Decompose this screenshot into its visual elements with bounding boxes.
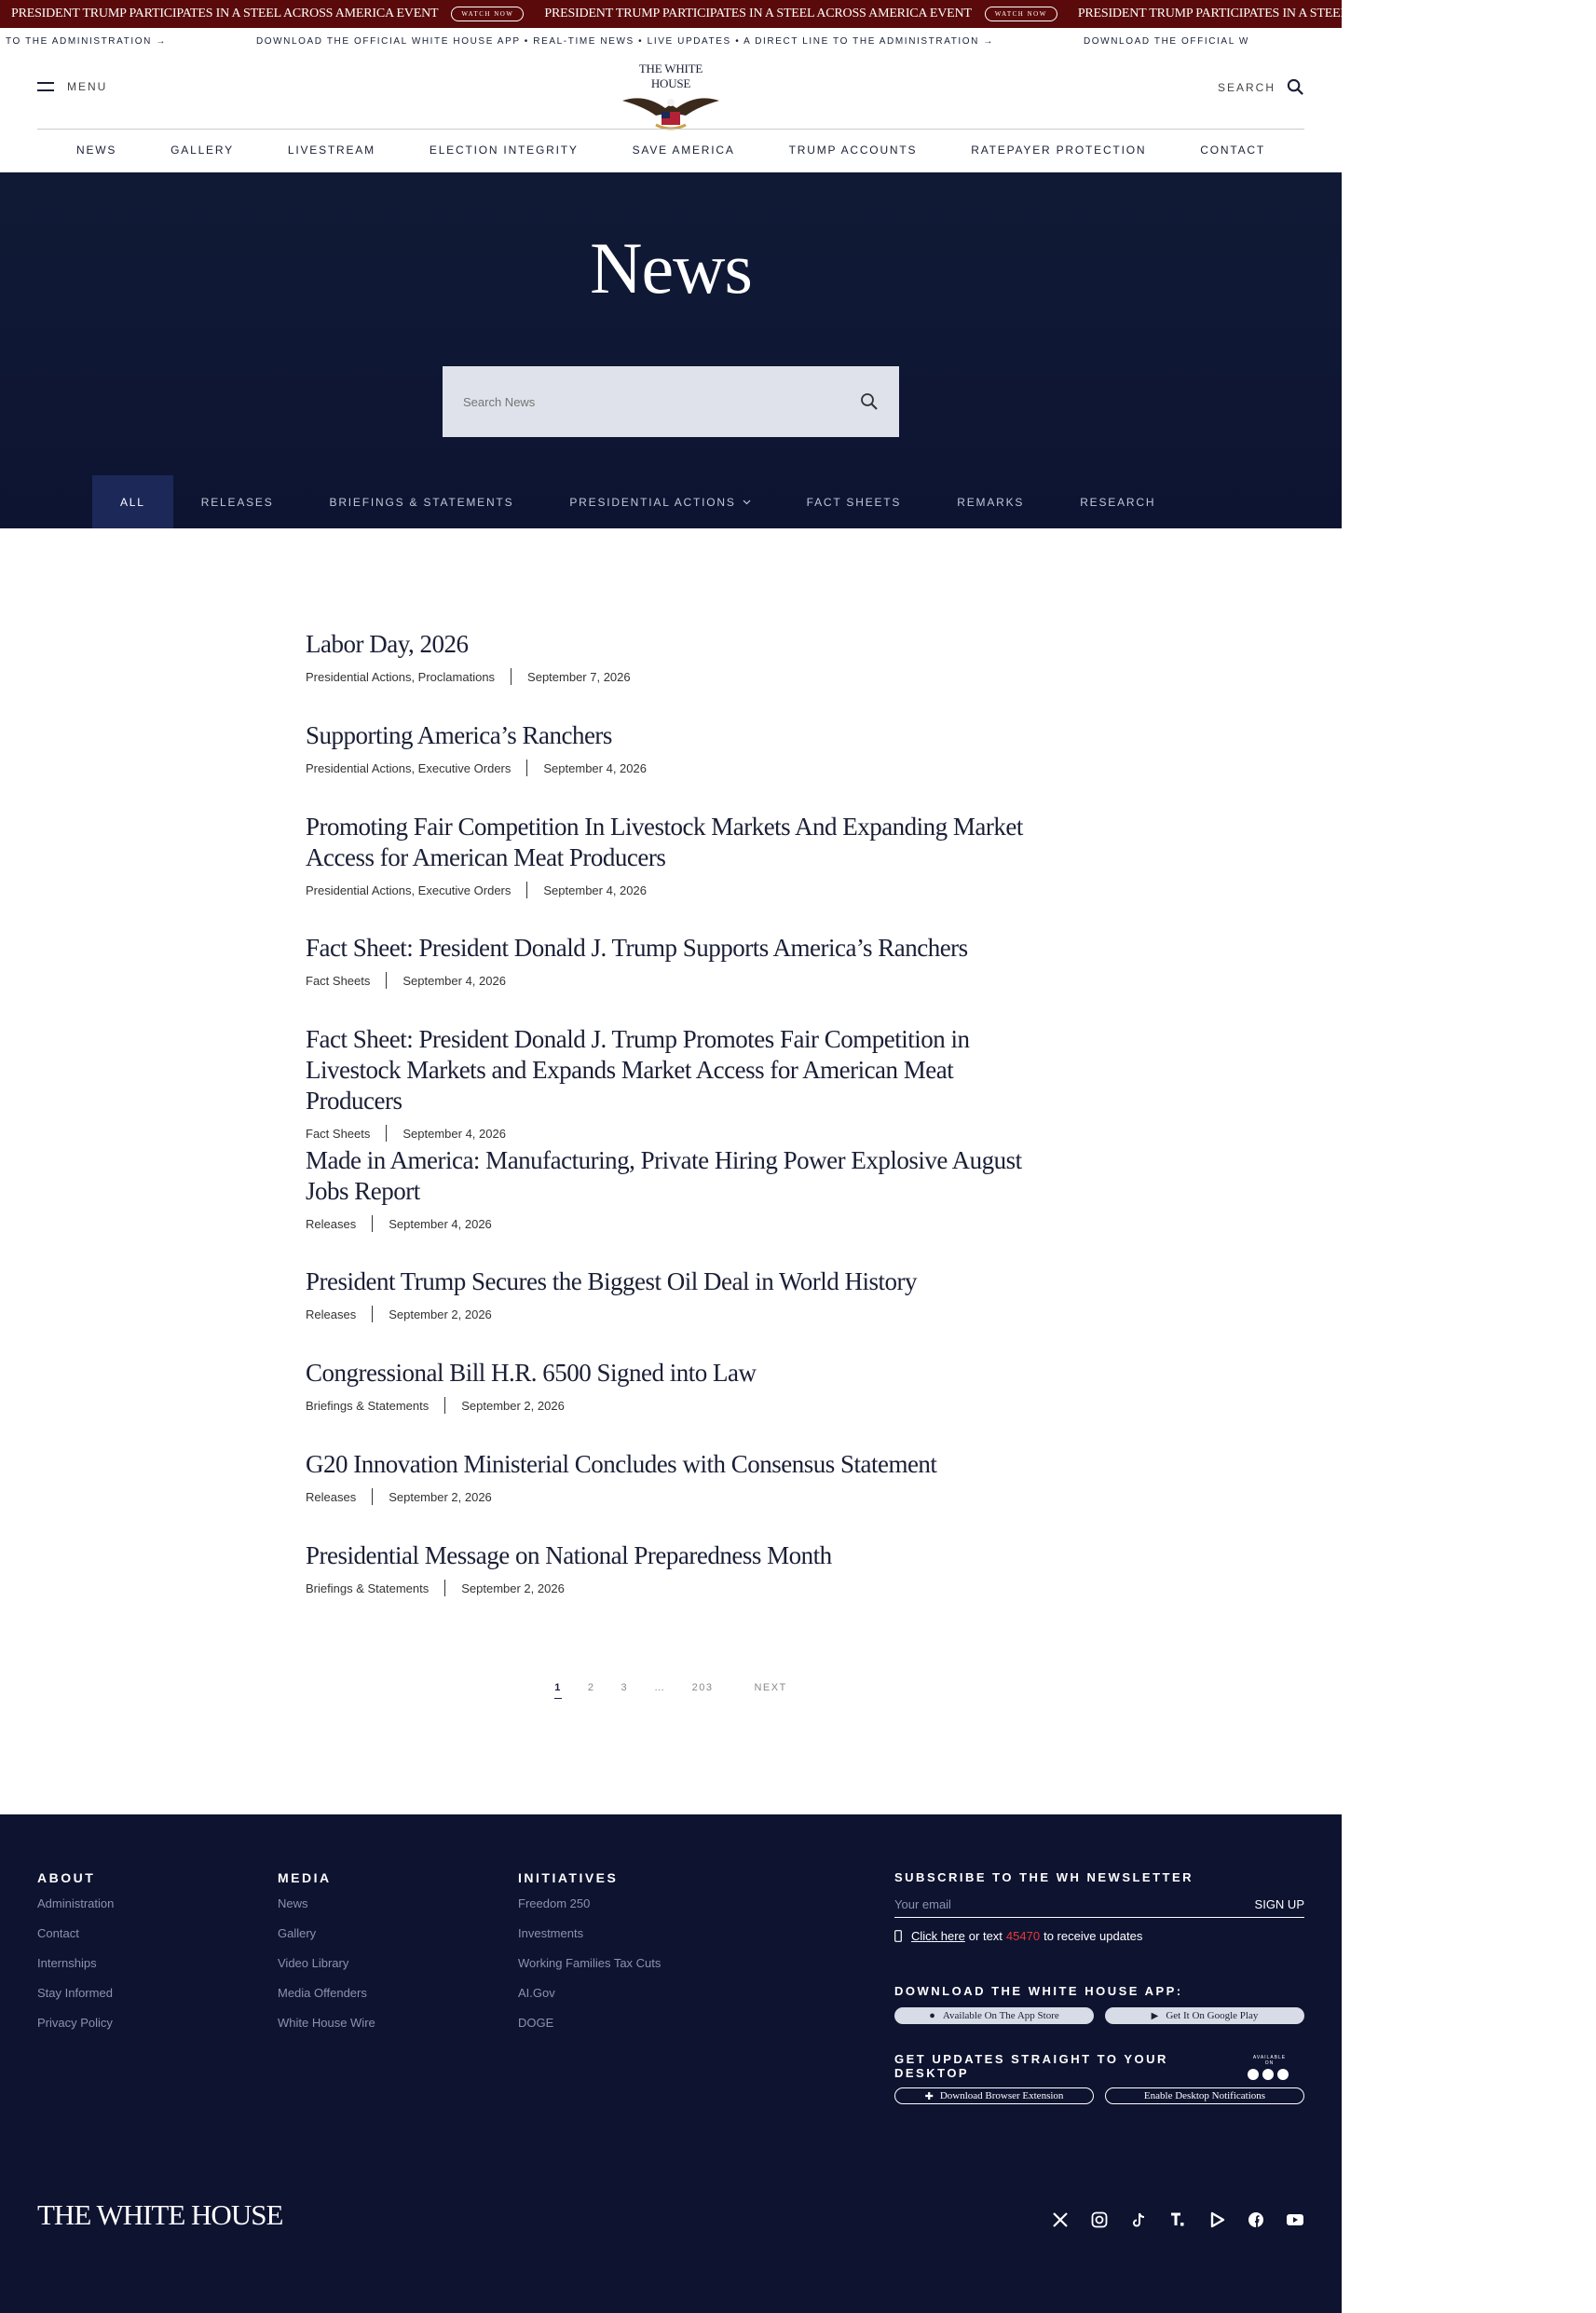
tab-all[interactable]: ALL bbox=[92, 475, 173, 528]
article-category[interactable]: Presidential Actions, Executive Orders bbox=[306, 883, 512, 897]
footer-media bbox=[278, 1870, 375, 2046]
footer-link[interactable]: Administration bbox=[37, 1896, 115, 1910]
article-date: September 2, 2026 bbox=[461, 1581, 565, 1595]
ticker-text[interactable]: DOWNLOAD THE OFFICIAL W bbox=[1083, 35, 1249, 47]
footer-heading: INITIATIVES bbox=[518, 1870, 619, 1885]
article-category[interactable]: Briefings & Statements bbox=[306, 1581, 430, 1595]
instagram-icon[interactable] bbox=[1090, 2210, 1109, 2229]
app-heading: DOWNLOAD THE WHITE HOUSE APP: bbox=[894, 1984, 1183, 1998]
watch-now-button[interactable]: WATCH NOW bbox=[451, 7, 524, 21]
list-item bbox=[306, 812, 1051, 933]
tab-releases[interactable]: RELEASES bbox=[200, 495, 274, 509]
page-2-link[interactable]: 2 bbox=[587, 1682, 595, 1693]
pagination bbox=[0, 1682, 1342, 1699]
page-3-link[interactable]: 3 bbox=[621, 1682, 629, 1693]
announcement-bar bbox=[0, 0, 1581, 28]
divider bbox=[372, 1306, 373, 1322]
click-here-link[interactable]: Click here bbox=[911, 1929, 965, 1943]
divider bbox=[372, 1488, 373, 1505]
article-date: September 4, 2026 bbox=[543, 760, 647, 775]
footer-logo[interactable]: THE WHITE HOUSE bbox=[37, 2198, 283, 2231]
play-icon: ▶ bbox=[1151, 2010, 1159, 2021]
ticker-text[interactable]: TO THE ADMINISTRATION → bbox=[6, 35, 167, 47]
tab-label: PRESIDENTIAL ACTIONS bbox=[569, 495, 736, 509]
extension-label: Download Browser Extension bbox=[939, 2090, 1064, 2101]
divider bbox=[386, 1125, 387, 1142]
footer-link[interactable]: Freedom 250 bbox=[518, 1896, 591, 1910]
footer-link[interactable]: AI.Gov bbox=[518, 1986, 555, 2000]
article-category[interactable]: Briefings & Statements bbox=[306, 1398, 430, 1413]
search-icon bbox=[1287, 78, 1304, 96]
footer-link[interactable]: Investments bbox=[518, 1926, 584, 1940]
pagination-ellipsis: … bbox=[654, 1682, 666, 1693]
article-date: September 4, 2026 bbox=[402, 973, 506, 988]
facebook-icon[interactable] bbox=[1247, 2210, 1265, 2229]
footer-about bbox=[37, 1870, 114, 2046]
list-item bbox=[306, 1145, 1051, 1266]
list-item bbox=[306, 1266, 1051, 1358]
app-store-label: Available On The App Store bbox=[942, 2010, 1059, 2021]
list-item bbox=[306, 1024, 1051, 1145]
puzzle-icon: ✚ bbox=[924, 2090, 934, 2102]
nav-election-integrity[interactable]: ELECTION INTEGRITY bbox=[429, 143, 579, 157]
sms-text: to receive updates bbox=[1044, 1929, 1143, 1943]
list-item bbox=[306, 720, 1051, 812]
next-page-link[interactable]: NEXT bbox=[754, 1682, 787, 1693]
article-title[interactable]: Labor Day, 2026 bbox=[306, 630, 469, 658]
footer-link[interactable]: Video Library bbox=[278, 1956, 349, 1970]
footer-link[interactable]: Gallery bbox=[278, 1926, 317, 1940]
nav-save-america[interactable]: SAVE AMERICA bbox=[632, 143, 735, 157]
nav-news[interactable]: NEWS bbox=[76, 143, 117, 157]
announcement-headline: PRESIDENT TRUMP PARTICIPATES IN A STEEL ACROSS AMERICA EVENT bbox=[11, 7, 439, 21]
email-field[interactable]: Your email bbox=[894, 1897, 951, 1911]
divider bbox=[372, 1215, 373, 1232]
article-title[interactable]: Fact Sheet: President Donald J. Trump Promotes Fair Competition in Livestock Markets and Expands Market Access for American Meat Producers bbox=[306, 1025, 970, 1115]
search-icon[interactable] bbox=[860, 392, 879, 411]
footer-link[interactable]: Working Families Tax Cuts bbox=[518, 1956, 662, 1970]
article-category[interactable]: Releases bbox=[306, 1307, 357, 1321]
article-category[interactable]: Presidential Actions, Executive Orders bbox=[306, 760, 512, 775]
article-date: September 4, 2026 bbox=[402, 1126, 506, 1141]
white-house-logo[interactable] bbox=[619, 62, 723, 121]
firefox-icon bbox=[1277, 2069, 1289, 2080]
article-title[interactable]: President Trump Secures the Biggest Oil Deal in World History bbox=[306, 1267, 918, 1295]
footer-link[interactable]: Privacy Policy bbox=[37, 2016, 113, 2030]
page-203-link[interactable]: 203 bbox=[691, 1682, 714, 1693]
footer-heading: MEDIA bbox=[278, 1870, 332, 1885]
browser-availability bbox=[1248, 2055, 1291, 2080]
search-label: SEARCH bbox=[1217, 80, 1275, 94]
article-title[interactable]: Made in America: Manufacturing, Private Hiring Power Explosive August Jobs Report bbox=[306, 1146, 1022, 1205]
article-title[interactable]: Supporting America’s Ranchers bbox=[306, 721, 612, 749]
main-nav bbox=[37, 129, 1304, 170]
footer-heading: ABOUT bbox=[37, 1870, 96, 1885]
article-category[interactable]: Releases bbox=[306, 1489, 357, 1504]
sms-text: or text bbox=[968, 1929, 1003, 1943]
youtube-icon[interactable] bbox=[1286, 2210, 1304, 2229]
chevron-down-icon bbox=[743, 500, 751, 505]
article-title[interactable]: G20 Innovation Ministerial Concludes with Consensus Statement bbox=[306, 1450, 937, 1478]
nav-trump-accounts[interactable]: TRUMP ACCOUNTS bbox=[788, 143, 918, 157]
tab-research[interactable]: RESEARCH bbox=[1080, 495, 1156, 509]
article-date: September 2, 2026 bbox=[389, 1489, 492, 1504]
desktop-heading: GET UPDATES STRAIGHT TO YOUR DESKTOP bbox=[894, 2052, 1168, 2080]
announcement-item bbox=[1078, 7, 1596, 21]
newsletter-form bbox=[894, 1897, 1304, 1918]
sign-up-button[interactable]: SIGN UP bbox=[1254, 1897, 1304, 1911]
tab-fact-sheets[interactable]: FACT SHEETS bbox=[806, 495, 902, 509]
list-item bbox=[306, 629, 1051, 720]
footer-link[interactable]: DOGE bbox=[518, 2016, 554, 2030]
truth-social-icon[interactable] bbox=[1168, 2210, 1187, 2229]
hamburger-icon bbox=[37, 82, 54, 91]
article-date: September 2, 2026 bbox=[461, 1398, 565, 1413]
list-item bbox=[306, 1358, 1051, 1449]
footer-link[interactable]: Contact bbox=[37, 1926, 79, 1940]
ticker-text[interactable]: DOWNLOAD THE OFFICIAL WHITE HOUSE APP • REAL-TIME NEWS • LIVE UPDATES • A DIRECT LINE TO THE ADMINISTRATION → bbox=[255, 35, 994, 47]
x-icon[interactable] bbox=[1051, 2210, 1070, 2229]
article-date: September 4, 2026 bbox=[543, 883, 647, 897]
divider bbox=[386, 972, 387, 989]
desktop-row bbox=[894, 2052, 1304, 2080]
announcement-headline: PRESIDENT TRUMP PARTICIPATES IN A STEEL ACROSS AMERICA EVENT bbox=[1077, 7, 1506, 21]
category-tabs bbox=[92, 475, 1183, 528]
google-play-button[interactable] bbox=[1105, 2007, 1304, 2024]
article-title[interactable]: Congressional Bill H.R. 6500 Signed into Law bbox=[306, 1359, 757, 1387]
page-title: News bbox=[590, 227, 752, 308]
phone-icon bbox=[894, 1930, 902, 1942]
site-footer bbox=[0, 1814, 1342, 2313]
news-search-box bbox=[443, 366, 899, 437]
divider bbox=[444, 1580, 445, 1596]
footer-link[interactable]: White House Wire bbox=[278, 2016, 375, 2030]
app-store-button[interactable] bbox=[894, 2007, 1094, 2024]
rumble-icon[interactable] bbox=[1207, 2210, 1226, 2229]
tab-remarks[interactable]: REMARKS bbox=[957, 495, 1025, 509]
notifications-label: Enable Desktop Notifications bbox=[1143, 2090, 1266, 2101]
browser-extension-button[interactable] bbox=[894, 2087, 1094, 2104]
tab-presidential-actions[interactable] bbox=[541, 475, 778, 528]
footer-link[interactable]: News bbox=[278, 1896, 308, 1910]
footer-link[interactable]: Media Offenders bbox=[278, 1986, 367, 2000]
list-item bbox=[306, 933, 1051, 1024]
list-item bbox=[306, 1449, 1051, 1540]
article-title[interactable]: Fact Sheet: President Donald J. Trump Supports America’s Ranchers bbox=[306, 934, 968, 962]
news-list bbox=[306, 629, 1051, 1632]
news-hero bbox=[0, 172, 1342, 528]
site-header bbox=[0, 54, 1342, 129]
newsletter-section bbox=[894, 1870, 1304, 2104]
divider bbox=[526, 760, 527, 776]
watch-now-button[interactable]: WATCH NOW bbox=[1518, 7, 1590, 21]
safari-icon bbox=[1262, 2069, 1274, 2080]
tiktok-icon[interactable] bbox=[1129, 2210, 1148, 2229]
article-date: September 2, 2026 bbox=[389, 1307, 492, 1321]
article-category[interactable]: Fact Sheets bbox=[306, 1126, 371, 1141]
nav-livestream[interactable]: LIVESTREAM bbox=[287, 143, 375, 157]
list-item bbox=[306, 1540, 1051, 1632]
page-1-link[interactable]: 1 bbox=[554, 1682, 562, 1699]
divider bbox=[526, 882, 527, 898]
article-category[interactable]: Releases bbox=[306, 1216, 357, 1231]
announcement-item bbox=[544, 7, 1062, 21]
announcement-headline: PRESIDENT TRUMP PARTICIPATES IN A STEEL ACROSS AMERICA EVENT bbox=[544, 7, 972, 21]
sms-signup bbox=[894, 1929, 1304, 1943]
nav-contact[interactable]: CONTACT bbox=[1200, 143, 1265, 157]
tab-briefings-statements[interactable]: BRIEFINGS & STATEMENTS bbox=[329, 495, 514, 509]
article-date: September 7, 2026 bbox=[527, 669, 631, 684]
footer-initiatives bbox=[518, 1870, 661, 2046]
divider bbox=[444, 1397, 445, 1414]
watch-now-button[interactable]: WATCH NOW bbox=[985, 7, 1057, 21]
header-search-button[interactable] bbox=[1218, 78, 1304, 96]
news-search-input[interactable] bbox=[463, 395, 817, 409]
article-category[interactable]: Fact Sheets bbox=[306, 973, 371, 988]
announcement-item bbox=[11, 7, 529, 21]
app-buttons bbox=[894, 2007, 1304, 2024]
nav-gallery[interactable]: GALLERY bbox=[171, 143, 234, 157]
desktop-buttons bbox=[894, 2087, 1304, 2104]
nav-ratepayer-protection[interactable]: RATEPAYER PROTECTION bbox=[971, 143, 1147, 157]
article-date: September 4, 2026 bbox=[389, 1216, 492, 1231]
logo-text: THE WHITE HOUSE bbox=[638, 62, 703, 90]
menu-button[interactable] bbox=[37, 80, 107, 93]
article-category[interactable]: Presidential Actions, Proclamations bbox=[306, 669, 496, 684]
available-on-label: AVAILABLE ON bbox=[1252, 2055, 1287, 2066]
menu-label: MENU bbox=[67, 80, 108, 93]
sms-number: 45470 bbox=[1005, 1929, 1041, 1943]
google-play-label: Get It On Google Play bbox=[1166, 2010, 1259, 2021]
desktop-notifications-button[interactable] bbox=[1105, 2087, 1304, 2104]
social-links bbox=[1051, 2210, 1304, 2229]
footer-link[interactable]: Internships bbox=[37, 1956, 97, 1970]
divider bbox=[511, 668, 512, 685]
article-title[interactable]: Promoting Fair Competition In Livestock Markets And Expanding Market Access for American Meat Producers bbox=[306, 813, 1023, 871]
article-title[interactable]: Presidential Message on National Preparedness Month bbox=[306, 1541, 832, 1569]
app-promo-ticker[interactable] bbox=[0, 28, 1342, 54]
newsletter-heading: SUBSCRIBE TO THE WH NEWSLETTER bbox=[894, 1870, 1194, 1884]
apple-icon: ● bbox=[929, 2010, 935, 2021]
footer-link[interactable]: Stay Informed bbox=[37, 1986, 113, 2000]
chrome-icon bbox=[1248, 2069, 1259, 2080]
browser-icons bbox=[1248, 2069, 1291, 2080]
